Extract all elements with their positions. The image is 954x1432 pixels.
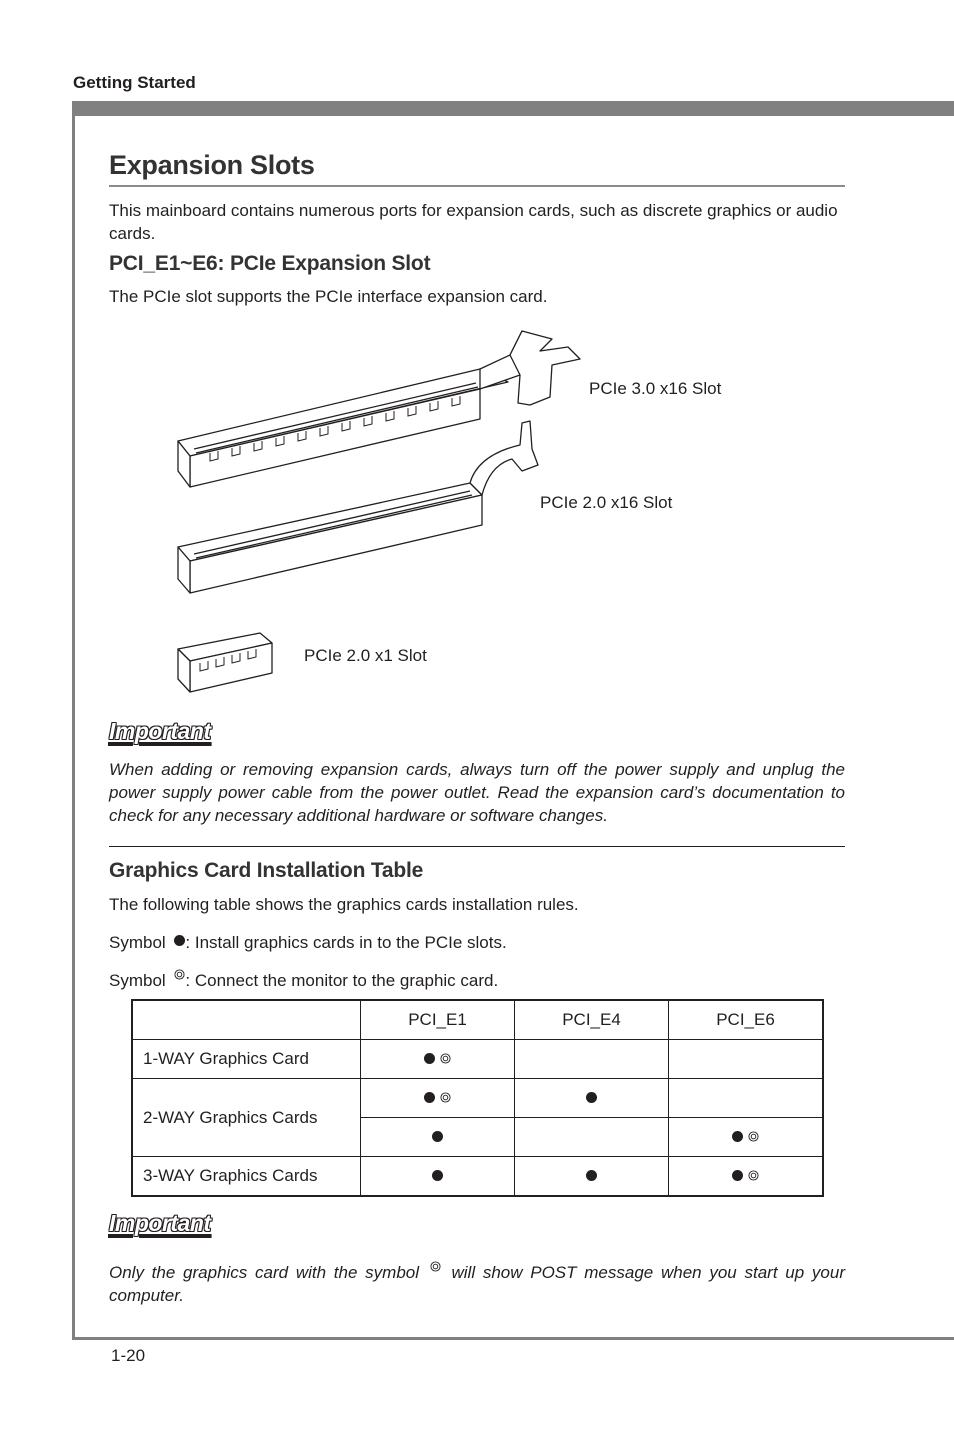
table-cell — [515, 1157, 669, 1197]
table-cell — [515, 1040, 669, 1079]
install-dot-icon — [432, 1170, 443, 1181]
monitor-circle-icon — [174, 969, 185, 980]
install-dot-icon — [174, 935, 185, 946]
monitor-circle-icon — [430, 1261, 441, 1272]
graphics-heading: Graphics Card Installation Table — [109, 859, 424, 882]
install-dot-icon — [424, 1053, 435, 1064]
important-note: When adding or removing expansion cards, always turn off the power supply and unplug the power supply power cable from the power outlet. Read the expansion card’s documentation to check for any necessary additional hardware or software changes. — [109, 760, 845, 825]
symbol-word: Symbol — [109, 971, 166, 990]
footer-rule — [72, 1337, 954, 1340]
row-label: 3-WAY Graphics Cards — [132, 1157, 361, 1197]
table-cell — [515, 1079, 669, 1118]
important-note-2 — [109, 1261, 845, 1307]
symbol-word: Symbol — [109, 933, 166, 952]
page-number: 1-20 — [111, 1346, 146, 1365]
table-cell — [669, 1118, 824, 1157]
monitor-circle-icon — [748, 1131, 759, 1142]
table-corner-cell — [132, 1000, 361, 1040]
install-dot-icon — [586, 1092, 597, 1103]
install-dot-icon — [732, 1170, 743, 1181]
table-row — [132, 1040, 823, 1079]
table-header-row — [132, 1000, 823, 1040]
graphics-install-table — [131, 999, 824, 1197]
monitor-circle-icon — [748, 1170, 759, 1181]
column-header: PCI_E1 — [361, 1000, 515, 1040]
table-cell — [515, 1118, 669, 1157]
pcie-slot-diagram — [170, 325, 590, 700]
symbol-monitor-legend — [109, 969, 845, 992]
header-bar — [72, 101, 954, 116]
table-cell — [361, 1157, 515, 1197]
symbol-monitor-text: : Connect the monitor to the graphic card. — [185, 971, 499, 990]
column-header: PCI_E4 — [515, 1000, 669, 1040]
install-dot-icon — [424, 1092, 435, 1103]
title-underline — [109, 185, 845, 187]
table-cell — [669, 1040, 824, 1079]
page-title: Expansion Slots — [109, 150, 315, 180]
pcie3-x16-slot-label: PCIe 3.0 x16 Slot — [589, 379, 722, 398]
table-cell — [361, 1040, 515, 1079]
section-divider — [109, 846, 845, 847]
table-cell — [361, 1118, 515, 1157]
graphics-desc: The following table shows the graphics cards installation rules. — [109, 895, 579, 914]
install-dot-icon — [432, 1131, 443, 1142]
table-cell — [669, 1157, 824, 1197]
important-label-2: Important — [109, 1210, 211, 1236]
section-label: Getting Started — [73, 73, 196, 92]
pcie2-x16-slot-label: PCIe 2.0 x16 Slot — [540, 493, 673, 512]
monitor-circle-icon — [440, 1092, 451, 1103]
pcie-heading: PCI_E1~E6: PCIe Expansion Slot — [109, 252, 431, 275]
symbol-install-legend — [109, 931, 845, 954]
row-label: 1-WAY Graphics Card — [132, 1040, 361, 1079]
column-header: PCI_E6 — [669, 1000, 824, 1040]
row-label: 2-WAY Graphics Cards — [132, 1079, 361, 1157]
pcie2-x1-slot-label: PCIe 2.0 x1 Slot — [304, 646, 427, 665]
symbol-install-text: : Install graphics cards in to the PCIe slots. — [185, 933, 507, 952]
table-row — [132, 1157, 823, 1197]
post-note-before: Only the graphics card with the symbol — [109, 1263, 420, 1282]
pcie2-x1-slot-illustration — [178, 633, 272, 692]
install-dot-icon — [732, 1131, 743, 1142]
post-note-after: will show POST message when you start up your computer. — [109, 1263, 845, 1305]
table-cell — [361, 1079, 515, 1118]
table-row — [132, 1079, 823, 1118]
intro-text: This mainboard contains numerous ports for expansion cards, such as discrete graphics or audio cards. — [109, 201, 838, 243]
important-label: Important — [109, 718, 211, 744]
left-border — [72, 101, 75, 1340]
pcie-desc: The PCIe slot supports the PCIe interface expansion card. — [109, 287, 548, 306]
monitor-circle-icon — [440, 1053, 451, 1064]
table-cell — [669, 1079, 824, 1118]
install-dot-icon — [586, 1170, 597, 1181]
